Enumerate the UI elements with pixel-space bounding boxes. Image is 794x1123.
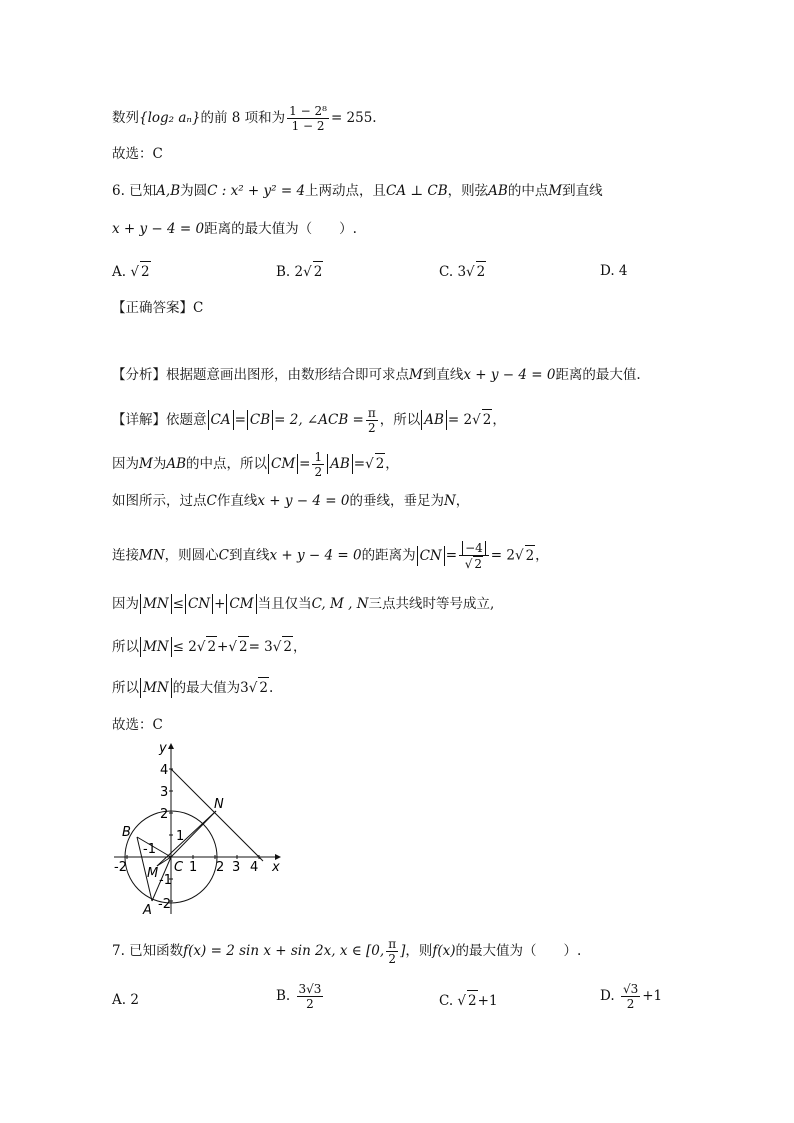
text: 6. 已知 (112, 183, 157, 199)
text: 的前 8 项和为 (200, 110, 286, 126)
text: ， (535, 547, 549, 564)
sqrt-val: 2 (258, 677, 269, 698)
q6-option-b: B. 2√ 2 (276, 261, 323, 282)
sqrt-val: 2 (482, 409, 493, 430)
q7-stem (112, 937, 581, 966)
text: +1 (477, 993, 498, 1009)
text: 【分析】根据题意画出图形，由数形结合即可求点 (112, 367, 409, 383)
sqrt-val: 2 (375, 453, 386, 474)
q6-stem-line1 (112, 181, 603, 201)
text: ， (385, 456, 399, 472)
numerator: √3 (622, 982, 639, 996)
math: M (409, 367, 423, 383)
math: C (218, 547, 229, 564)
text: +1 (642, 988, 663, 1004)
text: ， (492, 412, 506, 428)
sqrt-val: 2 (467, 990, 478, 1011)
q7-option-a: A. 2 (112, 992, 139, 1008)
numerator: 3√3 (298, 982, 322, 996)
fraction (312, 450, 324, 479)
text: 【详解】依题意 (112, 412, 207, 428)
y-tick-neg2: -2 (158, 897, 171, 912)
text: 的中点 (507, 183, 549, 199)
text: ， (455, 493, 470, 509)
math: f(x) = 2 sin x + sin 2x, x ∈ [0, (183, 943, 385, 959)
point-a-label: A (143, 903, 152, 918)
x-tick-neg2: -2 (114, 860, 127, 875)
sqrt-val: 2 (282, 636, 293, 657)
abs: AB (327, 454, 353, 474)
y-tick-3: 3 (160, 785, 169, 800)
line-x-plus-y-minus-4 (171, 769, 263, 861)
q6-option-d: D. 4 (600, 263, 628, 279)
q7-option-b (276, 982, 325, 1011)
denominator: 2 (388, 952, 396, 966)
abs: MN (140, 637, 172, 657)
y-tick-4: 4 (160, 763, 169, 778)
q6-detail-line3 (112, 491, 469, 511)
denominator: 2 (306, 997, 314, 1011)
q6-stem-line2 (112, 219, 357, 239)
abs: MN (140, 678, 172, 698)
option-label: D. (600, 988, 615, 1004)
point-c-label: C (174, 860, 184, 875)
text: = 255. (330, 110, 377, 126)
text: 连接 (112, 547, 139, 564)
text: 所以 (112, 680, 139, 696)
coef: 3 (240, 680, 249, 696)
option-label: C. (439, 993, 454, 1009)
text: ≤ (172, 596, 184, 612)
text: 数列 (112, 110, 139, 126)
numerator: 1 (314, 450, 323, 464)
fraction (366, 406, 378, 435)
fraction: $\frac{-4}{√ 2}$ (459, 541, 489, 571)
text: = 2 (490, 547, 515, 564)
text: 的最大值为 (172, 680, 241, 696)
denominator: 2 (626, 997, 635, 1011)
point-b-label: B (122, 825, 131, 840)
math: x + y − 4 = 0 (463, 367, 556, 383)
coef: 3 (457, 264, 467, 280)
math: x + y − 4 = 0 (269, 547, 362, 564)
y-tick-2: 2 (160, 807, 169, 822)
q6-detail-line4: 连接MN，则圆心C到直线x + y − 4 = 0的距离为 CN = $\frac{-4}{√ 2}$ = 2√ 2， (112, 541, 549, 571)
math: C : x² + y² = 4 (207, 183, 306, 199)
abs: CM (226, 594, 256, 614)
x-tick-2: 2 (216, 860, 225, 875)
math: M (139, 456, 153, 472)
numerator: −4 (462, 541, 486, 555)
text: = (234, 412, 246, 428)
sqrt-val: 2 (140, 261, 151, 282)
q6-detail-line2: 因为M为AB的中点，所以 CM = $\frac{1}{2}$ AB =√ 2， (112, 450, 399, 479)
option-label: C. (439, 264, 454, 280)
text: 为 (152, 456, 167, 472)
q6-detail-line1: 【详解】依题意 CA = CB = 2, ∠ACB = $\frac{\pi}{2}$ ，所以 AB = 2√ 2， (112, 406, 506, 435)
text: = 2 (447, 412, 473, 428)
q6-answer: 故选：C (112, 717, 163, 733)
prev-sum-line (112, 104, 377, 133)
denominator: 2 (314, 465, 323, 479)
math: A,B (156, 183, 181, 199)
text: 的最大值为（ ）. (455, 943, 582, 959)
math: AB (488, 183, 508, 199)
option-label: B. (276, 264, 291, 280)
text: ，则 (405, 943, 433, 959)
text: ，则弦 (447, 183, 489, 199)
text: = (353, 456, 366, 472)
text: + (214, 596, 226, 612)
point-n-label: N (214, 797, 224, 812)
numerator: 1 − 2⁸ (289, 104, 327, 118)
math: MN (139, 547, 165, 564)
option-label: A. (112, 264, 127, 280)
abs: CA (208, 410, 234, 430)
text: 三点共线时等号成立, (368, 596, 495, 612)
text: 到直线 (562, 183, 603, 199)
q6-detail-line6: 所以 MN ≤ 2√ 2+√ 2= 3√ 2， (112, 636, 306, 657)
numerator: π (388, 937, 397, 951)
q7-option-c: C. √ 2+1 (439, 990, 498, 1011)
q6-option-c: C. 3√ 2 (439, 261, 486, 282)
text: 的距离为 (361, 547, 416, 564)
text: ≤ 2 (172, 639, 197, 655)
denominator: 2 (367, 421, 376, 435)
sqrt-val: 2 (206, 636, 217, 657)
math-seq: {log₂ aₙ} (139, 110, 201, 126)
denominator: 1 − 2 (291, 119, 325, 133)
text: = (299, 456, 311, 472)
text: + (217, 639, 229, 655)
text: 的中点，所以 (186, 456, 267, 472)
abs: MN (140, 594, 172, 614)
text: ， (292, 639, 307, 655)
text: 到直线 (228, 547, 270, 564)
text: 为圆 (180, 183, 208, 199)
q6-correct-answer: 【正确答案】C (112, 300, 204, 316)
x-tick-3: 3 (232, 860, 241, 875)
prev-answer: 故选：C (112, 146, 163, 162)
text: 7. 已知函数 (112, 943, 184, 959)
text: ，则圆心 (164, 547, 219, 564)
sqrt-val: 2 (313, 261, 324, 282)
fraction (621, 982, 640, 1011)
text: ，所以 (379, 412, 421, 428)
numerator: π (367, 406, 376, 420)
x-tick-neg1: -1 (143, 842, 156, 857)
sqrt-val: 2 (476, 261, 487, 282)
fraction (297, 982, 324, 1011)
q6-detail-line7: 所以 MN 的最大值为3√ 2. (112, 677, 273, 698)
y-tick-neg1: -1 (159, 873, 172, 888)
math: N (443, 493, 456, 509)
geometry-figure (110, 738, 290, 920)
math: CA ⊥ CB (386, 183, 448, 199)
text: 到直线 (422, 367, 464, 383)
q6-option-a: A. √ 2 (112, 261, 151, 282)
fraction (287, 104, 329, 133)
math: C, M , N (311, 596, 369, 612)
math: ] (400, 943, 406, 959)
y-tick-1: 1 (176, 829, 185, 844)
q6-analysis (112, 365, 641, 385)
text: 所以 (112, 639, 139, 655)
text: 上两动点，且 (305, 183, 387, 199)
text: 因为 (112, 456, 139, 472)
text: 的垂线，垂足为 (349, 493, 444, 509)
q7-option-d (600, 982, 662, 1011)
math: f(x) (432, 943, 456, 959)
sqrt-val: 2 (525, 545, 536, 566)
abs: AB (421, 410, 447, 430)
text: . (268, 680, 274, 696)
text: 因为 (112, 596, 139, 612)
math: x + y − 4 = 0 (257, 493, 350, 509)
text: = 3 (248, 639, 273, 655)
math: x + y − 4 = 0 (112, 221, 205, 237)
abs: CN (417, 546, 445, 566)
math: = 2, ∠ACB = (274, 412, 364, 428)
text: 距离的最大值. (555, 367, 641, 383)
abs: CB (247, 410, 273, 430)
sqrt-val: 2 (238, 636, 249, 657)
text: 距离的最大值为（ ）. (204, 221, 357, 237)
x-tick-4: 4 (250, 860, 259, 875)
abs: CN (185, 594, 213, 614)
text: 作直线 (216, 493, 258, 509)
math: M (548, 183, 563, 199)
option-label: B. (276, 988, 291, 1004)
x-axis-label: x (272, 860, 280, 875)
denominator: 2 (474, 557, 483, 571)
point-m-label: M (147, 866, 159, 881)
q6-detail-line5 (112, 594, 494, 614)
y-axis-label: y (159, 741, 167, 756)
text: 如图所示，过点 (112, 493, 207, 509)
text: 当且仅当 (257, 596, 312, 612)
abs: CM (268, 454, 298, 474)
fraction (386, 937, 398, 966)
math: AB (166, 456, 186, 472)
text: = (445, 547, 458, 564)
math: C (206, 493, 217, 509)
coef: 2 (294, 264, 304, 280)
x-tick-1: 1 (189, 860, 198, 875)
